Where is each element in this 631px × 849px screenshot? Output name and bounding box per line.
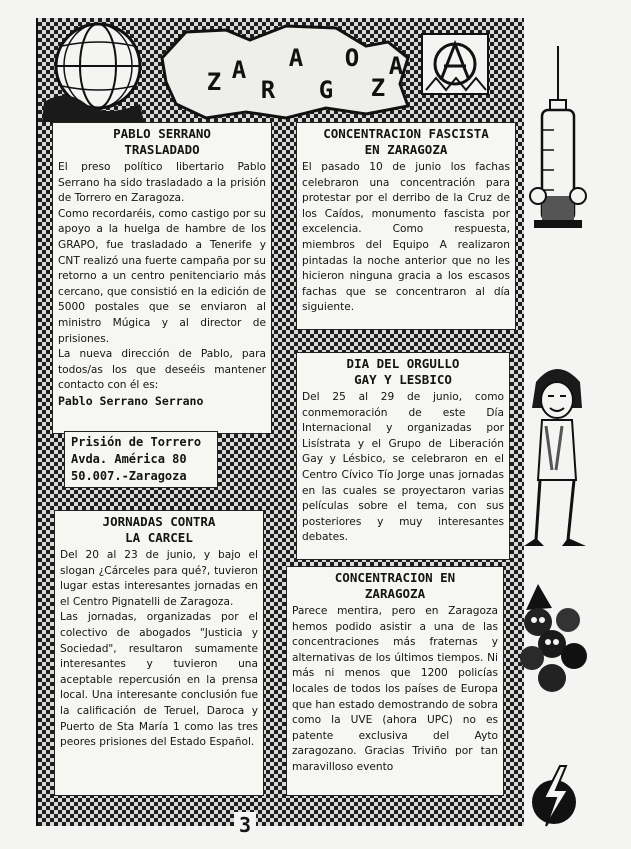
anarchy-emblem-icon (422, 34, 488, 94)
masthead-letter: A (231, 56, 247, 84)
prisoner-name: Pablo Serrano Serrano (58, 393, 204, 408)
article-concentracion-fascista (296, 122, 516, 330)
article-body: Parece mentira, pero en Zaragoza hemos podido asistir a una de las concentraciones más fraternas y alternativas de los últimos tiempos. Ni más ni menos que 1200 policías locales de todos los países de Europa que han estado demostrando de sobra como la UVE (ahora UPC) no es patente exclusiva del Ayto zaragozano. Gracias Triviño por tan maravilloso evento (292, 605, 498, 773)
map-shape (162, 26, 408, 118)
article-title: DIA DEL ORGULLO GAY Y LESBICO (346, 356, 460, 387)
article-body: El pasado 10 de junio los fachas celebraron una concentración para protestar por el derribo de la Cruz de los Caídos, monumento fascista por excelencia. Como respuesta, miembros del Equipo A realizaron pintadas la noche anterior que no les hicieron ninguna gracia a los escasos fachas que se concentraron al día siguiente. (302, 161, 510, 314)
article-title: CONCENTRACION EN ZARAGOZA (334, 570, 456, 601)
masthead-letter: R (260, 76, 276, 104)
prison-address: Prisión de Torrero Avda. América 80 50.007.-Zaragoza (64, 431, 218, 488)
crowd-illustration (518, 580, 590, 700)
article-body: El preso político libertario Pablo Serrano ha sido trasladado a la prisión de Torrero en Zaragoza. Como recordaréis, como castigo por su apoyo a la huelga de hambre de los GRAPO, fue trasladado a Tenerife y CNT realizó una fuerte campaña por su retorno a un centro penitenciario más cercano, que consistió en la edición de 5000 postales que se enviaron al ministro Múgica y al director de prisiones. La nueva dirección de Pablo, para todos/as los que deseéis mantener contacto con él es: (58, 161, 266, 392)
syringe-illustration (528, 46, 588, 236)
article-pablo-serrano (52, 122, 272, 434)
masthead-letter: O (344, 44, 360, 72)
article-body: Del 25 al 29 de junio, como conmemoración de este Día Internacional y organizadas por Lisístrata y el Grupo de Liberación Gay y Lésbico, se celebraron en el Centro Cívico Tío Jorge unas jornadas en las cuales se proyectaron varias películas sobre el tema, con sus posteriores y muy interesantes debates. (302, 391, 504, 544)
globe-icon (42, 24, 144, 122)
masthead-letter: A (388, 52, 404, 80)
lightning-circle-icon (530, 764, 580, 830)
article-dia-del-orgullo (296, 352, 510, 560)
punk-figure-illustration (522, 360, 592, 560)
article-concentracion-en-zaragoza (286, 566, 504, 796)
article-title: PABLO SERRANO TRASLADADO (113, 126, 211, 157)
masthead-letter: G (318, 76, 334, 104)
masthead-letter: A (288, 44, 304, 72)
article-title: JORNADAS CONTRA LA CARCEL (102, 514, 216, 545)
masthead-letter: Z (370, 74, 386, 102)
masthead-letter: Z (206, 68, 222, 96)
article-jornadas-contra-la-carcel (54, 510, 264, 796)
page-number: 3 (234, 812, 256, 838)
article-body: Del 20 al 23 de junio, y bajo el slogan ¿Cárceles para qué?, tuvieron lugar estas interesantes jornadas en el Centro Pignatelli de Zaragoza. Las jornadas, organizadas por el colectivo de abogados "Justicia y Sociedad", resultaron sumamente interesantes y tuvieron una aceptable repercusión en la prensa local. Una interesante conclusión fue la calificación de Teruel, Daroca y Puerto de Sta María 1 como las tres peores prisiones del Estado Español. (60, 549, 258, 749)
article-title: CONCENTRACION FASCISTA EN ZARAGOZA (323, 126, 489, 157)
masthead (36, 18, 522, 126)
